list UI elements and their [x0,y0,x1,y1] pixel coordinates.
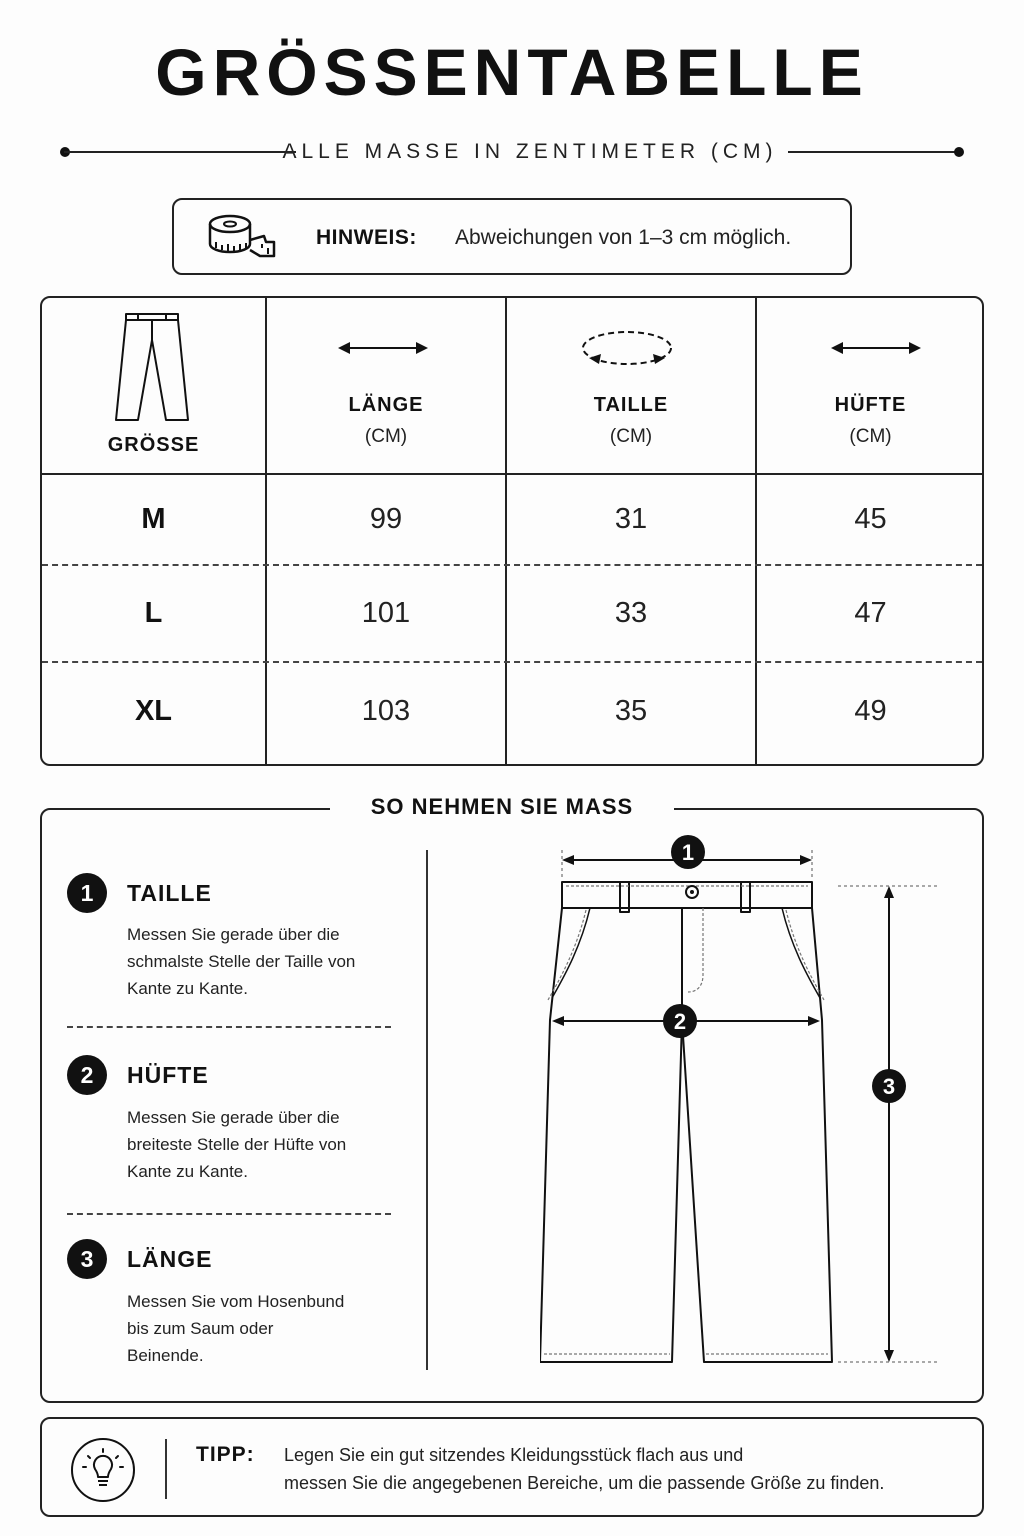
step-line: Kante zu Kante. [127,1162,248,1181]
table-cell-taille: 31 [614,503,648,535]
step-line: Kante zu Kante. [127,979,248,998]
note-label: HINWEIS: [316,226,417,249]
step-line: Messen Sie gerade über die [127,925,340,944]
tip-box [40,1417,984,1517]
header-size: GRÖSSE [107,434,200,456]
tip-line: messen Sie die angegebenen Bereiche, um die passende Größe zu finden. [284,1473,885,1493]
double-arrow-icon [338,340,428,356]
tip-label: TIPP: [196,1443,255,1466]
note-text: Abweichungen von 1–3 cm möglich. [455,226,792,249]
table-cell-huefte: 49 [854,695,887,727]
header-huefte-unit: (CM) [849,426,892,447]
subtitle: ALLE MASSE IN ZENTIMETER (CM) [282,140,778,163]
table-cell-huefte: 47 [854,597,887,629]
table-header-divider [42,473,982,475]
tip-text [284,1441,974,1497]
step-line: Messen Sie vom Hosenbund [127,1292,345,1311]
table-row-divider [42,661,982,663]
pants-diagram [540,830,950,1390]
header-huefte: HÜFTE [834,394,907,416]
table-cell-laenge: 103 [361,695,411,727]
table-cell-size: XL [134,695,173,727]
step-number: 2 [67,1055,107,1095]
step-line: Messen Sie gerade über die [127,1108,340,1127]
table-cell-taille: 35 [614,695,648,727]
table-cell-size: L [144,597,163,629]
table-cell-huefte: 45 [854,503,887,535]
table-cell-laenge: 99 [369,503,403,535]
header-laenge-unit: (CM) [364,426,408,447]
marker-1-label: 1 [681,840,695,865]
step-description [127,1104,397,1185]
vertical-divider [426,850,428,1370]
table-cell-taille: 33 [614,597,648,629]
step-title: TAILLE [127,880,212,906]
double-arrow-icon [831,340,921,356]
note-box [172,198,852,275]
step-number: 3 [67,1239,107,1279]
measuring-tape-icon [204,210,280,266]
subtitle-row [60,136,964,168]
divider-line [788,151,960,153]
table-cell-laenge: 101 [361,597,411,629]
howto-title: SO NEHMEN SIE MASS [330,794,674,820]
divider-dot [954,147,964,157]
lightbulb-icon [70,1437,136,1503]
table-row-divider [42,564,982,566]
step-line: breiteste Stelle der Hüfte von [127,1135,347,1154]
tip-divider [165,1439,167,1499]
step-separator [67,1026,391,1028]
step-line: schmalste Stelle der Taille von [127,952,356,971]
step-line: Beinende. [127,1346,204,1365]
step-title: LÄNGE [127,1246,213,1272]
step-separator [67,1213,391,1215]
size-table [40,296,984,766]
header-taille-unit: (CM) [609,426,653,447]
step-description [127,921,397,1002]
step-description [127,1288,397,1369]
waist-circle-icon [579,328,675,370]
step-number: 1 [67,873,107,913]
page-title: GRÖSSENTABELLE [155,35,869,109]
marker-2-label: 2 [673,1009,687,1034]
table-cell-size: M [141,503,166,535]
header-laenge: LÄNGE [348,394,424,416]
step-title: HÜFTE [127,1062,209,1088]
header-taille: TAILLE [593,394,669,416]
tip-line: Legen Sie ein gut sitzendes Kleidungsstück flach aus und [284,1445,744,1465]
marker-3-label: 3 [882,1074,896,1099]
pants-icon [112,310,192,426]
step-line: bis zum Saum oder [127,1319,274,1338]
